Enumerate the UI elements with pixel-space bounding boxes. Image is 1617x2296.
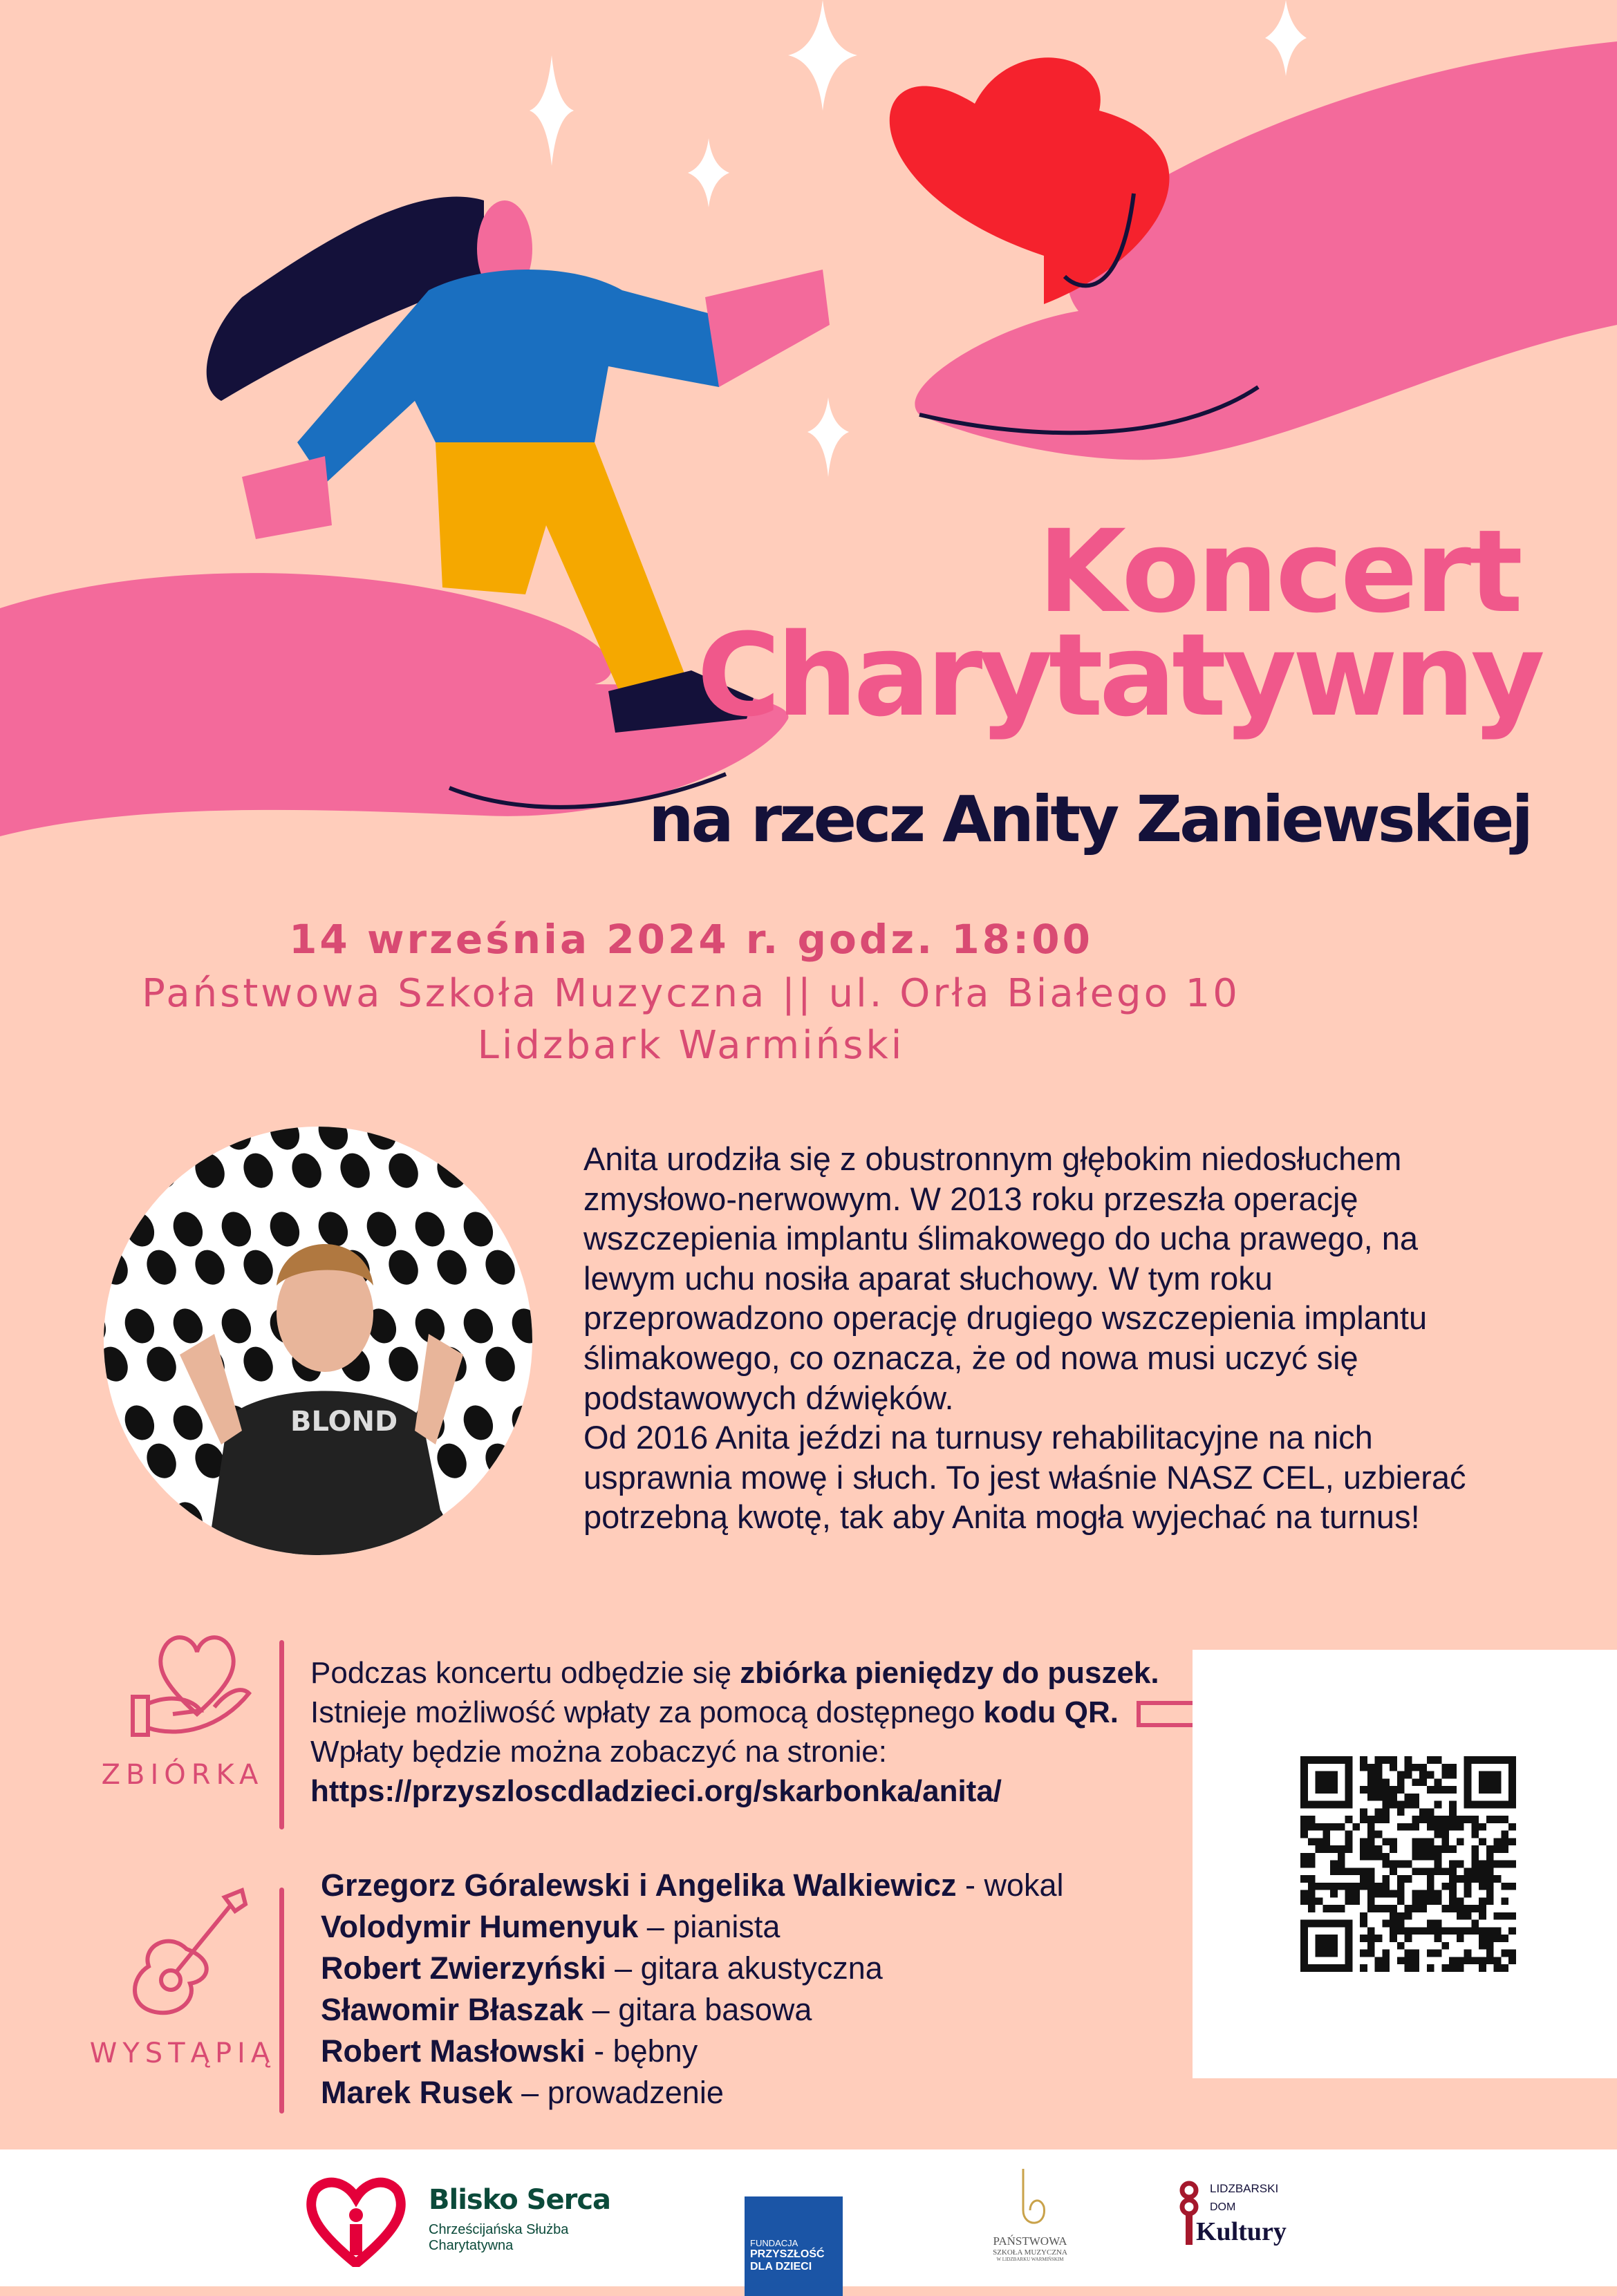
collection-line1: Podczas koncertu odbędzie się [310, 1656, 740, 1690]
performer-role: – gitara basowa [583, 1992, 812, 2027]
szkola-l1: PAŃSTWOWA [993, 2234, 1067, 2248]
heart-hand-icon [124, 1624, 256, 1749]
title-line1: Koncert [1038, 505, 1520, 638]
qr-code-box [1193, 1650, 1617, 2078]
performer-item [321, 1948, 1064, 1989]
fundacja-l2: PRZYSZŁOŚĆ [750, 2248, 825, 2260]
subtitle: na rzecz Anity Zaniewskiej [648, 782, 1531, 856]
ldk-l1: LIDZBARSKI [1210, 2182, 1279, 2195]
collection-text [310, 1653, 1159, 1811]
heart-family-icon [304, 2177, 408, 2267]
description-line: zmysłowo-nerwowym. W 2013 roku przeszła operację [583, 1180, 1358, 1217]
performer-name: Grzegorz Góralewski i Angelika Walkiewicz [321, 1867, 957, 1903]
performer-item [321, 2031, 1064, 2072]
description-line: lewym uchu nosiła aparat słuchowy. W tym roku [583, 1259, 1273, 1297]
performer-role: – prowadzenie [512, 2075, 724, 2110]
description [583, 1139, 1551, 1537]
performer-name: Volodymir Humenyuk [321, 1909, 639, 1944]
description-line: przeprowadzono operację drugiego wszczepienia implantu [583, 1299, 1428, 1337]
performer-role: – gitara akustyczna [606, 1950, 883, 1986]
szkola-l2: SZKOŁA MUZYCZNA [993, 2248, 1067, 2257]
performer-item [321, 1865, 1064, 1906]
description-line: usprawnia mowę i słuch. To jest właśnie NASZ CEL, uzbierać [583, 1458, 1466, 1496]
event-city: Lidzbark Warmiński [477, 1023, 905, 1068]
qr-code[interactable] [1300, 1756, 1516, 1972]
description-line: Od 2016 Anita jeździ na turnusy rehabilitacyjne na nich [583, 1419, 1373, 1456]
collection-line1-bold: zbiórka pieniędzy do puszek. [740, 1656, 1159, 1690]
fundacja-l3: DLA DZIECI [750, 2261, 812, 2273]
description-line: ślimakowego, co oznacza, że od nowa musi uczyć się [583, 1339, 1358, 1376]
fundacja-l1: FUNDACJA [750, 2238, 798, 2248]
performer-role: - bębny [585, 2033, 698, 2069]
logo-szkola-muzyczna [982, 2169, 1078, 2262]
arm-right [705, 270, 830, 387]
collection-line2-bold: kodu QR. [983, 1695, 1119, 1729]
blisko-name: Blisko Serca [429, 2184, 611, 2216]
performers-list [321, 1865, 1064, 2114]
title-line2: Charytatywny [697, 609, 1541, 742]
collection-divider [279, 1640, 284, 1829]
horn-icon [1009, 2169, 1051, 2231]
guitar-icon [121, 1883, 252, 2022]
performer-name: Robert Masłowski [321, 2033, 586, 2069]
performer-role: – pianista [638, 1909, 781, 1944]
performer-role: - wokal [956, 1867, 1064, 1903]
performer-name: Sławomir Błaszak [321, 1992, 584, 2027]
description-line: podstawowych dźwięków. [583, 1379, 954, 1416]
performer-name: Marek Rusek [321, 2075, 513, 2110]
performer-name: Robert Zwierzyński [321, 1950, 606, 1986]
collection-url-link[interactable]: https://przyszloscdladzieci.org/skarbonka/anita/ [310, 1774, 1002, 1808]
event-venue: Państwowa Szkoła Muzyczna || ul. Orła Białego 10 [142, 971, 1240, 1016]
svg-text:BLOND: BLOND [290, 1406, 398, 1438]
description-line: Anita urodziła się z obustronnym głębokim niedosłuchem [583, 1140, 1402, 1177]
ldk-l2: DOM [1210, 2201, 1236, 2213]
sponsors-footer [0, 2149, 1617, 2286]
arm-left [242, 456, 332, 539]
performers-label: WYSTĄPIĄ [89, 2038, 276, 2069]
performers-divider [279, 1888, 284, 2114]
performer-item [321, 1906, 1064, 1948]
anita-photo [104, 1127, 532, 1555]
performer-item [321, 2072, 1064, 2114]
description-line: potrzebną kwotę, tak aby Anita mogła wyjechać na turnus! [583, 1498, 1420, 1536]
description-line: wszczepienia implantu ślimakowego do ucha prawego, na [583, 1220, 1419, 1257]
collection-line2: Istnieje możliwość wpłaty za pomocą dostępnego [310, 1695, 984, 1729]
szkola-l3: W LIDZBARKU WARMIŃSKIM [996, 2257, 1064, 2262]
logo-blisko-serca [304, 2177, 636, 2267]
ldk-l3: Kultury [1196, 2217, 1287, 2246]
logo-fundacja [745, 2196, 843, 2296]
blisko-sub2: Charytatywna [429, 2238, 514, 2253]
event-date: 14 września 2024 r. godz. 18:00 [289, 916, 1093, 963]
blisko-sub1: Chrześcijańska Służba [429, 2222, 569, 2237]
logo-ldk [1175, 2181, 1314, 2264]
collection-label: ZBIÓRKA [101, 1759, 264, 1791]
performer-item [321, 1989, 1064, 2031]
collection-line3: Wpłaty będzie można zobaczyć na stronie: [310, 1735, 887, 1769]
